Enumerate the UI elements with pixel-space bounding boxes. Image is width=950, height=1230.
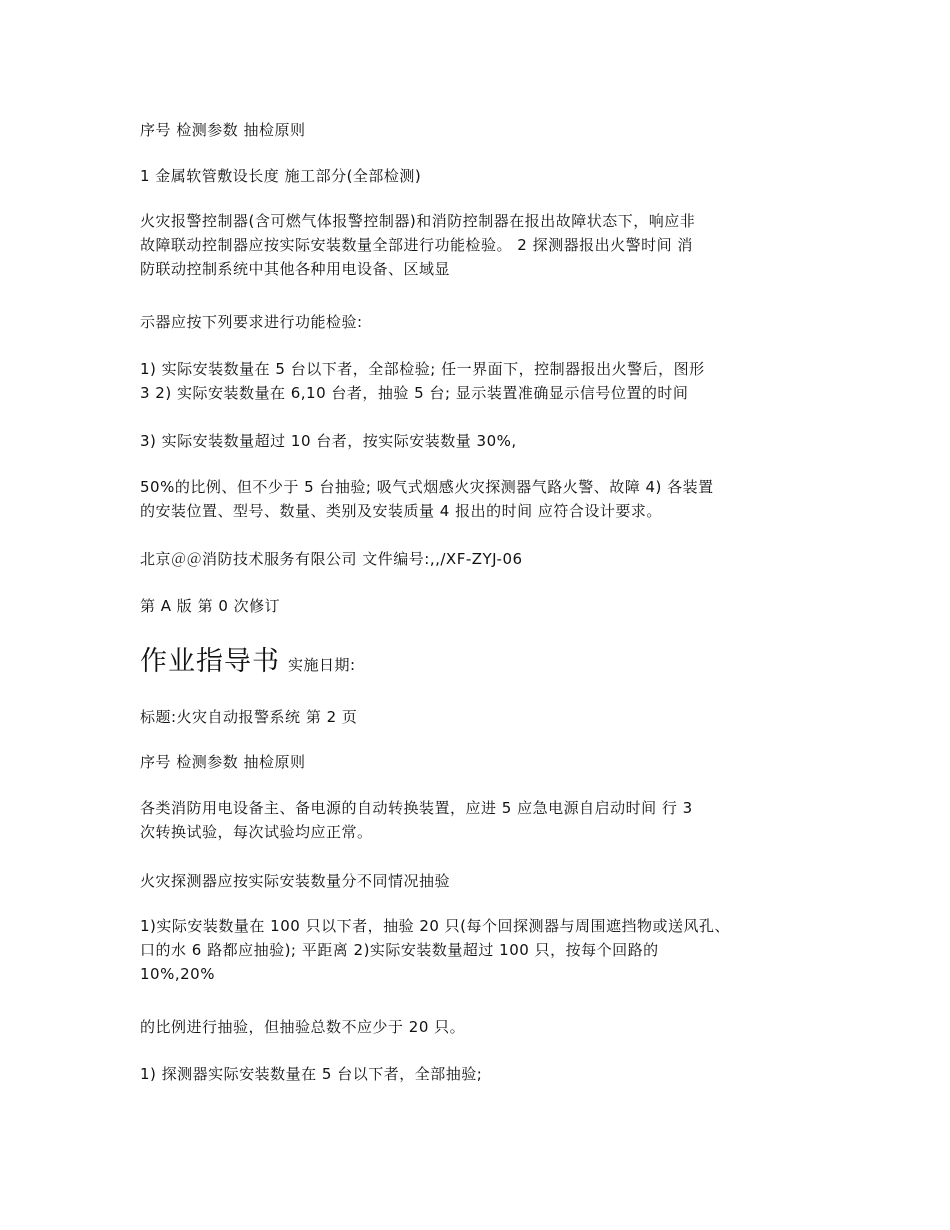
paragraph-detector-under-five: 1) 探测器实际安装数量在 5 台以下者，全部抽验; [140,1065,483,1083]
paragraph-controller-check [140,209,820,281]
revision-info: 第 A 版 第 0 次修订 [140,597,281,615]
text-line: 口的水 6 路都应抽验); 平距离 2)实际安装数量超过 100 只，按每个回路的 [140,941,659,959]
text-line: 50%的比例、但不少于 5 台抽验; 吸气式烟感火灾探测器气路火警、故障 4) 各装置 [140,478,714,496]
document-subtitle: 标题:火灾自动报警系统 第 2 页 [140,708,358,726]
text-line: 1) 实际安装数量在 5 台以下者，全部检验; 任一界面下，控制器报出火警后，图形 [140,360,705,378]
paragraph-detector-sampling: 火灾探测器应按实际安装数量分不同情况抽验 [140,872,451,890]
text-line: 的安装位置、型号、数量、类别及安装质量 4 报出的时间 应符合设计要求。 [140,502,662,520]
implementation-date: 实施日期: [288,656,356,674]
text-line: 10%,20% [140,965,215,983]
text-line: 故障联动控制器应按实际安装数量全部进行功能检验。 2 探测器报出火警时间 消 [140,236,693,254]
paragraph-power-switch [140,796,820,844]
paragraph-item-1: 1 金属软管敷设长度 施工部分(全部检测) [140,167,422,185]
paragraph-detector-quantity [140,914,820,986]
paragraph-sampling-total: 的比例进行抽验，但抽验总数不应少于 20 只。 [140,1018,466,1036]
paragraph-over-ten: 3) 实际安装数量超过 10 台者，按实际安装数量 30%, [140,432,517,450]
text-line: 1)实际安装数量在 100 只以下者，抽验 20 只(每个回探测器与周围遮挡物或送风孔、 [140,917,731,935]
document-heading [140,644,820,683]
table-header-text: 序号 检测参数 抽检原则 [140,121,306,139]
paragraph-display-check: 示器应按下列要求进行功能检验: [140,313,363,331]
table-header-text: 序号 检测参数 抽检原则 [140,753,306,771]
paragraph-quantity-rules [140,357,820,405]
text-line: 防联动控制系统中其他各种用电设备、区域显 [140,260,451,278]
company-file-number: 北京＠＠消防技术服务有限公司 文件编号:,,/XF-ZYJ-06 [140,550,523,568]
text-line: 3 2) 实际安装数量在 6,10 台者，抽验 5 台; 显示装置准确显示信号位置的时间 [140,384,689,402]
text-line: 各类消防用电设备主、备电源的自动转换装置，应进 5 应急电源自启动时间 行 3 [140,799,693,817]
page-title: 作业指导书 [140,646,280,677]
text-line: 次转换试验，每次试验均应正常。 [140,823,373,841]
paragraph-ratio [140,475,820,523]
text-line: 火灾报警控制器(含可燃气体报警控制器)和消防控制器在报出故障状态下，响应非 [140,212,696,230]
